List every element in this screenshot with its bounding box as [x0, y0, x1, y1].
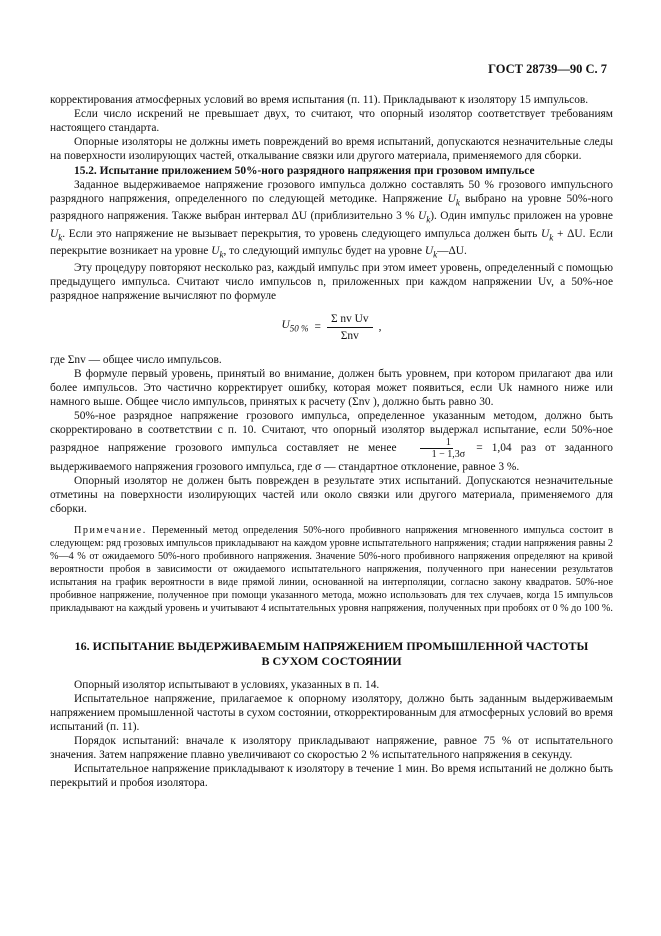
paragraph-3: Опорные изоляторы не должны иметь повреждений во время испытаний, допускаются незначительные следы на поверхности изолирующих частей, откалывание связки или другого материала, применяемого для сборки. [50, 136, 613, 162]
paragraph-4-part-f: , то следующий импульс будет на уровне [223, 244, 422, 257]
paragraph-7: В формуле первый уровень, принятый во внимание, должен быть уровнем, при котором прилагают два или более импульсов. Это частично корректирует ошибку, которая может появиться, если Uk намного ниже или намного выше. Общее число импульсов, принятых к расчету (Σnv ), должно быть равно 30. [50, 368, 613, 409]
paragraph-4-part-b: выбрано на уровне 50%-ного разрядного напряжения. Также выбран интервал ΔU (приблизительно 3 % [50, 193, 613, 223]
inline-fraction [408, 437, 466, 460]
inline-fraction-denominator: 1 − 1,3σ [431, 449, 466, 461]
paragraph-9: Опорный изолятор не должен быть поврежден в результате этих испытаний. Допускаются незначительные отметины на поверхности изолирующих частей или около связки или другого материала, применяемого для сборки. [50, 475, 613, 516]
formula-numerator: Σ nv Uv [327, 312, 373, 328]
note-label: Примечание. [74, 525, 147, 537]
paragraph-4-part-g: —ΔU. [437, 244, 467, 257]
paragraph-8-part-b: = 1,04 раз от заданного выдерживаемого напряжения грозового импульса, где σ — стандартное отклонение, равное 3 %. [50, 442, 613, 474]
document-body [50, 93, 613, 790]
formula-lhs: $U_{50 \%}$ [281, 319, 309, 334]
paragraph-1: корректирования атмосферных условий во время испытания (п. 11). Прикладывают к изолятору 15 импульсов. [50, 94, 589, 106]
section-15-2-heading: 15.2. Испытание приложением 50%-ного разрядного напряжения при грозовом импульсе [74, 165, 535, 177]
formula-tail: , [378, 321, 382, 334]
formula-fraction [327, 312, 373, 343]
paragraph-4: Заданное выдерживаемое напряжение грозового импульса должно составлять 50 % грозового импульсного разрядного напряжения, определенного по следующей методике. Напряжение $U_k$ выбрано на уровне 50%-ного разрядного напряжения. Также выбран интервал ΔU (приблизительно 3 % $U_k$). Один импульс приложен на уровне $U_k$. Если это напряжение не вызывает перекрытия, то уровень следующего импульса должен быть $U_k + \Delta U$. Если перекрытие возникает на уровне $U_k$, то следующий импульс будет на уровне $U_k—\Delta U$. [50, 179, 613, 260]
paragraph-8 [50, 409, 613, 474]
section-16-heading-line-2: В СУХОМ СОСТОЯНИИ [261, 654, 402, 669]
note-text: Переменный метод определения 50%-ного пробивного напряжения мгновенного импульса состоит в следующем: ряд грозовых импульсов прикладывают на каждом уровне испытательного напряжения; стадии напряжения равны 2 %—4 % от ожидаемого 50%-ного пробивного напряжения. Значение 50%-ного пробивного напряжения определяют на кривой вероятности пробоя в зависимости от ожидаемого испытательного напряжения, полученного при нанесении результатов испытания на график вероятности в виде прямой линии, основанной на интерполяции, согласно закону квадратов. 50%-ное пробивное напряжение, полученное при помощи указанного метода, можно использовать для тех случаев, когда 15 импульсов прикладывают на каждый уровень и учитывают 4 испытательных уровня напряжения, полученных при пробоях от 0 % до 100 %. [50, 525, 614, 615]
uk-symbol: $U_k$ [447, 193, 460, 208]
paragraph-4-part-e: + ΔU. Если перекрытие возникает на уровне [50, 227, 613, 257]
note-paragraph [50, 524, 613, 615]
paragraph-2: Если число искрений не превышает двух, то считают, что опорный изолятор соответствует требованиям настоящего стандарта. [50, 108, 613, 134]
paragraph-11: Испытательное напряжение, прилагаемое к опорному изолятору, должно быть заданным выдерживаемым напряжением промышленной частоты в сухом состоянии, откорректированным для атмосферных условий во время испытаний (п. 11). [50, 693, 613, 734]
formula-denominator: Σnv [340, 329, 359, 342]
section-16-heading [50, 639, 613, 669]
paragraph-10: Опорный изолятор испытывают в условиях, указанных в п. 14. [74, 679, 380, 692]
paragraph-5: Эту процедуру повторяют несколько раз, каждый импульс при этом имеет уровень, определенный с помощью предыдущего импульса. Считают число импульсов n, приложенных при каждом напряжении Uv, а 50%-ное разрядное напряжение вычисляют по формуле [50, 262, 613, 303]
formula-u50 [50, 309, 613, 345]
paragraph-4-part-a: Заданное выдерживаемое напряжение грозового импульса должно составлять 50 % грозового импульсного разрядного напряжения, определенного по следующей методике. Напряжение [50, 179, 613, 205]
formula-equals: = [314, 321, 321, 334]
paragraph-6: где Σnv — общее число импульсов. [50, 354, 222, 367]
paragraph-12: Порядок испытаний: вначале к изолятору прикладывают напряжение, равное 75 % от испытательного значения. Затем напряжение плавно увеличивают со скоростью 2 % испытательного напряжения в секунду. [50, 735, 613, 762]
paragraph-8-part-a: 50%-ное разрядное напряжение грозового импульса, определенное указанным методом, должно быть скорректировано в соответствии с п. 10. Считают, что опорный изолятор выдержал испытание, если 50%-ное разрядное напряжение грозового импульса составляет не менее [50, 410, 613, 455]
page-header: ГОСТ 28739—90 С. 7 [488, 62, 607, 76]
paragraph-4-part-d: . Если это напряжение не вызывает перекрытия, то уровень следующего импульса должен быть [62, 227, 538, 240]
section-16-heading-line-1: 16. ИСПЫТАНИЕ ВЫДЕРЖИВАЕМЫМ НАПРЯЖЕНИЕМ ПРОМЫШЛЕННОЙ ЧАСТОТЫ [74, 639, 589, 654]
inline-fraction-numerator: 1 [420, 437, 453, 449]
paragraph-13: Испытательное напряжение прикладывают к изолятору в течение 1 мин. Во время испытаний не должно быть перекрытий и пробоя изолятора. [50, 763, 613, 790]
paragraph-4-part-c: ). Один импульс приложен на уровне [430, 210, 613, 223]
